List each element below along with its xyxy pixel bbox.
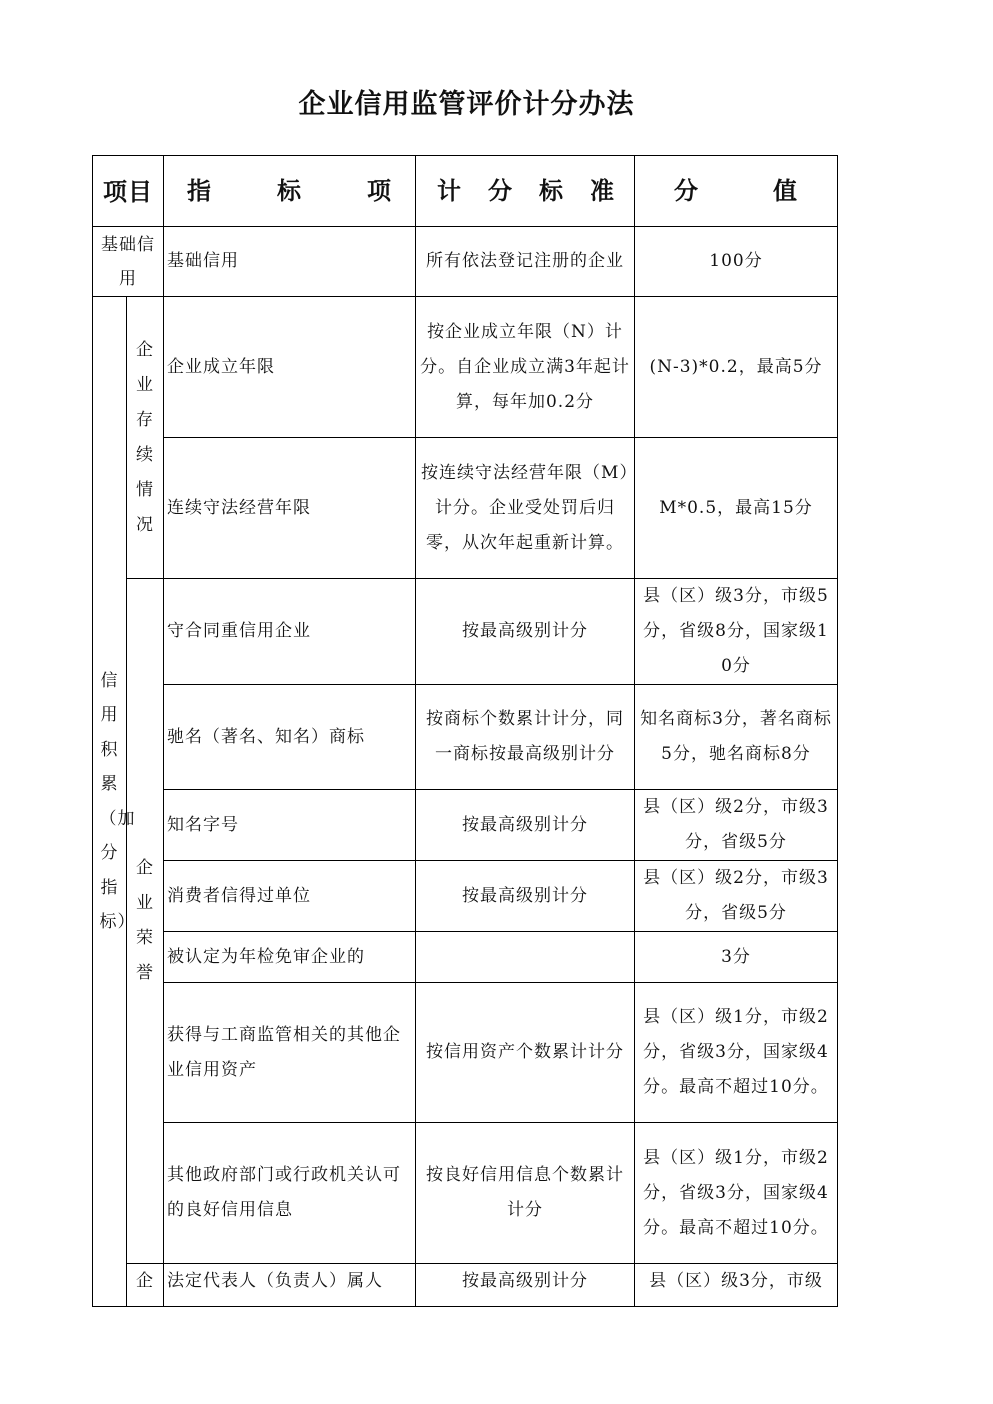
indicator-cell: 守合同重信用企业 (164, 579, 416, 685)
score-cell: 县（区）级2分，市级3分，省级5分 (635, 790, 838, 861)
table-header-row (93, 156, 838, 227)
indicator-cell: 驰名（著名、知名）商标 (164, 685, 416, 790)
survival-group-label: 企业存续情况 (136, 339, 154, 535)
score-cell: 3分 (635, 932, 838, 983)
criteria-cell: 按企业成立年限（N）计分。自企业成立满3年起计算，每年加0.2分 (416, 297, 635, 438)
accumulation-category-label: 信用积累（加分指标） (99, 670, 136, 932)
basic-indicator: 基础信用 (164, 227, 416, 297)
score-cell: M*0.5，最高15分 (635, 438, 838, 579)
score-cell: 县（区）级1分，市级2分，省级3分，国家级4分。最高不超过10分。 (635, 983, 838, 1123)
indicator-cell: 连续守法经营年限 (164, 438, 416, 579)
table-row (93, 861, 838, 932)
document-title: 企业信用监管评价计分办法 (298, 89, 635, 120)
table-row (93, 579, 838, 685)
basic-score: 100分 (635, 227, 838, 297)
honor-group-label: 企业荣誉 (136, 858, 154, 983)
basic-category: 基础信用 (93, 227, 164, 297)
table-row (93, 438, 838, 579)
score-cell: 知名商标3分，著名商标5分，驰名商标8分 (635, 685, 838, 790)
table-row (93, 685, 838, 790)
criteria-cell: 按商标个数累计计分，同一商标按最高级别计分 (416, 685, 635, 790)
criteria-cell: 按最高级别计分 (416, 579, 635, 685)
survival-group (127, 297, 164, 579)
indicator-cell: 知名字号 (164, 790, 416, 861)
header-indicator: 指 标 项 (164, 156, 416, 227)
score-cell: 县（区）级2分，市级3分，省级5分 (635, 861, 838, 932)
criteria-cell: 按信用资产个数累计计分 (416, 983, 635, 1123)
table-row (93, 1264, 838, 1307)
table-row (93, 790, 838, 861)
table-row (93, 983, 838, 1123)
criteria-cell: 按连续守法经营年限（M）计分。企业受处罚后归零，从次年起重新计算。 (416, 438, 635, 579)
indicator-cell: 消费者信得过单位 (164, 861, 416, 932)
indicator-cell: 获得与工商监管相关的其他企业信用资产 (164, 983, 416, 1123)
indicator-cell: 被认定为年检免审企业的 (164, 932, 416, 983)
indicator-cell: 其他政府部门或行政机关认可的良好信用信息 (164, 1123, 416, 1264)
header-project: 项目 (93, 156, 164, 227)
criteria-cell: 按良好信用信息个数累计计分 (416, 1123, 635, 1264)
basic-criteria: 所有依法登记注册的企业 (416, 227, 635, 297)
score-cell: 县（区）级3分，市级5分，省级8分，国家级10分 (635, 579, 838, 685)
score-cell: (N-3)*0.2，最高5分 (635, 297, 838, 438)
table-row (93, 297, 838, 438)
header-criteria: 计 分 标 准 (416, 156, 635, 227)
indicator-cell: 企业成立年限 (164, 297, 416, 438)
score-cell: 县（区）级1分，市级2分，省级3分，国家级4分。最高不超过10分。 (635, 1123, 838, 1264)
last-group: 企 (127, 1264, 164, 1307)
criteria-cell: 按最高级别计分 (416, 790, 635, 861)
criteria-cell: 按最高级别计分 (416, 1264, 635, 1307)
table-row (93, 227, 838, 297)
accumulation-category (93, 297, 136, 1307)
indicator-cell: 法定代表人（负责人）属人 (164, 1264, 416, 1307)
scoring-table (92, 155, 838, 1307)
header-score: 分 值 (635, 156, 838, 227)
criteria-cell (416, 932, 635, 983)
score-cell: 县（区）级3分，市级 (635, 1264, 838, 1307)
criteria-cell: 按最高级别计分 (416, 861, 635, 932)
table-row (93, 1123, 838, 1264)
table-row (93, 932, 838, 983)
